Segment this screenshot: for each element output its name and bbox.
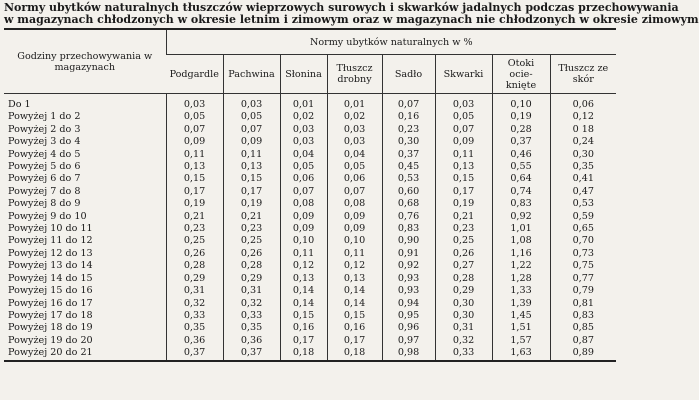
table-row [4,347,616,360]
table-cell: 0,15 [327,310,382,322]
table-row [4,310,616,322]
table-cell: 0,74 [492,186,550,198]
table-cell: 0 18 [550,124,616,136]
table-cell: 0,35 [550,161,616,173]
table-cell: 1,51 [492,322,550,334]
table-cell: 0,55 [492,161,550,173]
table-cell: 0,32 [166,298,223,310]
column-header: Tłuszcz ze skór [550,55,616,94]
table-cell: 0,09 [280,211,327,223]
table-cell: 0,03 [435,94,492,112]
table-cell: 0,12 [327,260,382,272]
table-cell: 1,39 [492,298,550,310]
table-cell: 0,03 [166,94,223,112]
table-cell: 0,23 [223,223,280,235]
table-cell: 0,17 [223,186,280,198]
table-cell: 0,17 [166,186,223,198]
table-cell: 0,33 [435,347,492,360]
table-row [4,161,616,173]
table-cell: 0,32 [435,335,492,347]
table-cell: 0,13 [166,161,223,173]
table-cell: 0,07 [223,124,280,136]
table-cell: 0,47 [550,186,616,198]
table-row [4,248,616,260]
table-cell: 0,95 [382,310,435,322]
column-header: Pachwina [223,55,280,94]
table-cell: 0,05 [223,111,280,123]
table-cell: 1,28 [492,273,550,285]
table-cell: 0,14 [280,298,327,310]
table-cell: 0,10 [327,235,382,247]
table-row [4,285,616,297]
table-cell: 0,19 [223,198,280,210]
table-cell: 0,59 [550,211,616,223]
table-cell: 0,05 [327,161,382,173]
table-cell: 0,02 [280,111,327,123]
table-cell: 0,29 [223,273,280,285]
table-row [4,186,616,198]
table-cell: 0,83 [382,223,435,235]
table-cell: 0,94 [382,298,435,310]
table-cell: 0,98 [382,347,435,360]
table-cell: 0,19 [435,198,492,210]
table-cell: 0,07 [327,186,382,198]
table-cell: 0,17 [280,335,327,347]
table-cell: 0,11 [327,248,382,260]
row-label: Powyżej 13 do 14 [8,260,93,272]
table-row [4,223,616,235]
row-label: Powyżej 5 do 6 [8,161,81,173]
table-cell: 0,19 [166,198,223,210]
table-cell: 0,07 [280,186,327,198]
row-label: Powyżej 12 do 13 [8,247,93,259]
table-cell: 0,08 [280,198,327,210]
table-cell: 0,09 [280,223,327,235]
table-cell: 0,28 [223,260,280,272]
table-cell: 0,92 [492,211,550,223]
row-label: Powyżej 11 do 12 [8,235,93,247]
table-cell: 0,36 [223,335,280,347]
table-cell: 0,04 [280,149,327,161]
table-cell: 0,21 [166,211,223,223]
table-cell: 0,85 [550,322,616,334]
table-cell: 0,77 [550,273,616,285]
table-cell: 0,06 [327,173,382,185]
table-cell: 0,37 [492,136,550,148]
column-header: Tłuszcz drobny [327,55,382,94]
row-label: Powyżej 15 do 16 [8,285,93,297]
column-header: Słonina [280,55,327,94]
table-row [4,111,616,123]
table-cell: 0,17 [327,335,382,347]
row-label: Powyżej 6 do 7 [8,173,81,185]
table-cell: 0,09 [327,223,382,235]
table-cell: 0,26 [223,248,280,260]
row-label: Powyżej 19 do 20 [8,334,93,346]
title-line-2: w magazynach chłodzonych w okresie letnim i zimowym oraz w magazynach nie chłodzonych w okresie zimowym [4,13,699,26]
table-row [4,173,616,185]
table-cell: 0,10 [492,94,550,112]
table-cell: 0,64 [492,173,550,185]
table-cell: 1,08 [492,235,550,247]
table-cell: 0,14 [327,298,382,310]
table-cell: 0,25 [223,235,280,247]
table-cell: 0,33 [166,310,223,322]
table-cell: 0,53 [550,198,616,210]
column-header: Otoki ocie- knięte [492,55,550,94]
table-cell: 0,01 [327,94,382,112]
title-line-1: Normy ubytków naturalnych tłuszczów wieprzowych surowych i skwarków jadalnych podczas przechowywania [4,1,679,14]
table-cell: 1,45 [492,310,550,322]
table-cell: 0,11 [435,149,492,161]
table-cell: 0,13 [223,161,280,173]
loss-norms-table [4,28,616,362]
table-cell: 0,28 [166,260,223,272]
row-label: Powyżej 20 do 21 [4,347,166,360]
table-cell: 0,01 [280,94,327,112]
table-cell: 1,57 [492,335,550,347]
table-cell: 0,29 [435,285,492,297]
table-cell: 0,75 [550,260,616,272]
table-cell: 0,16 [280,322,327,334]
table-cell: 0,33 [223,310,280,322]
row-label: Do 1 [8,99,31,110]
table-cell: 1,16 [492,248,550,260]
table-cell: 0,15 [280,310,327,322]
row-label: Powyżej 17 do 18 [8,309,93,321]
table-cell: 0,53 [382,173,435,185]
table-cell: 1,01 [492,223,550,235]
table-cell: 0,28 [435,273,492,285]
table-cell: 0,18 [327,347,382,360]
table-cell: 0,25 [435,235,492,247]
table-cell: 0,91 [382,248,435,260]
table-cell: 0,04 [327,149,382,161]
row-label: Powyżej 16 do 17 [8,297,93,309]
table-cell: 0,02 [327,111,382,123]
table-cell: 0,13 [327,273,382,285]
table-cell: 0,96 [382,322,435,334]
table-cell: 0,46 [492,149,550,161]
table-row [4,235,616,247]
table-cell: 0,05 [166,111,223,123]
table-cell: 0,32 [223,298,280,310]
table-cell: 0,18 [280,347,327,360]
table-cell: 0,70 [550,235,616,247]
table-cell: 0,07 [166,124,223,136]
table-cell: 0,09 [327,211,382,223]
table-cell: 0,05 [280,161,327,173]
table-cell: 0,37 [382,149,435,161]
table-cell: 0,83 [492,198,550,210]
table-row [4,322,616,334]
table-cell: 0,23 [435,223,492,235]
table-row [4,211,616,223]
table-cell: 0,03 [280,136,327,148]
table-cell: 0,03 [280,124,327,136]
table-cell: 0,65 [550,223,616,235]
table-row [4,124,616,136]
row-label: Powyżej 8 do 9 [8,198,81,210]
table-row [4,298,616,310]
table-cell: 0,10 [280,235,327,247]
column-header: Sadło [382,55,435,94]
table-cell: 0,23 [166,223,223,235]
table-cell: 0,07 [382,94,435,112]
table-row [4,198,616,210]
row-label: Powyżej 2 do 3 [8,123,81,135]
table-cell: 0,13 [435,161,492,173]
table-row [4,273,616,285]
table-cell: 1,22 [492,260,550,272]
table-cell: 0,03 [223,94,280,112]
table-cell: 0,97 [382,335,435,347]
table-cell: 0,30 [435,310,492,322]
table-cell: 0,60 [382,186,435,198]
table-cell: 0,15 [223,173,280,185]
table-cell: 0,15 [435,173,492,185]
table-cell: 0,87 [550,335,616,347]
table-cell: 1,33 [492,285,550,297]
table-cell: 0,14 [280,285,327,297]
table-cell: 0,30 [550,149,616,161]
row-label: Powyżej 7 do 8 [8,185,81,197]
table-cell: 0,06 [280,173,327,185]
table-cell: 0,73 [550,248,616,260]
table-cell: 0,31 [166,285,223,297]
table-cell: 0,07 [435,124,492,136]
group-header: Normy ubytków naturalnych w % [166,29,616,55]
column-header: Podgardle [166,55,223,94]
table-cell: 0,09 [223,136,280,148]
table-cell: 0,28 [492,124,550,136]
table-cell: 0,19 [492,111,550,123]
table-cell: 0,16 [382,111,435,123]
table-cell: 0,92 [382,260,435,272]
table-cell: 0,03 [327,124,382,136]
row-label: Powyżej 1 do 2 [8,111,81,123]
table-cell: 0,26 [166,248,223,260]
table-row [4,94,616,112]
table-cell: 0,35 [223,322,280,334]
table-cell: 0,17 [435,186,492,198]
table-cell: 0,11 [223,149,280,161]
table-cell: 0,30 [435,298,492,310]
table-cell: 0,37 [166,347,223,360]
table-cell: 0,68 [382,198,435,210]
table-cell: 0,13 [280,273,327,285]
table-cell: 0,79 [550,285,616,297]
table-row [4,136,616,148]
table-cell: 0,09 [435,136,492,148]
table-cell: 0,41 [550,173,616,185]
table-cell: 0,35 [166,322,223,334]
table-cell: 0,03 [327,136,382,148]
row-label: Powyżej 4 do 5 [8,148,81,160]
table-cell: 1,63 [492,347,550,360]
table-row [4,335,616,347]
table-cell: 0,31 [223,285,280,297]
table-cell: 0,76 [382,211,435,223]
table-cell: 0,11 [166,149,223,161]
table-cell: 0,16 [327,322,382,334]
document-title [4,1,699,26]
column-header: Skwarki [435,55,492,94]
table-cell: 0,93 [382,285,435,297]
table-cell: 0,30 [382,136,435,148]
table-cell: 0,21 [435,211,492,223]
table-cell: 0,06 [550,94,616,112]
table-cell: 0,11 [280,248,327,260]
table-cell: 0,21 [223,211,280,223]
row-label: Powyżej 9 do 10 [8,210,87,222]
table-cell: 0,12 [550,111,616,123]
table-cell: 0,89 [550,347,616,360]
table-cell: 0,29 [166,273,223,285]
row-label: Powyżej 18 do 19 [8,322,93,334]
table-cell: 0,36 [166,335,223,347]
table-cell: 0,31 [435,322,492,334]
table-cell: 0,25 [166,235,223,247]
table-cell: 0,09 [166,136,223,148]
table-cell: 0,27 [435,260,492,272]
table-cell: 0,24 [550,136,616,148]
table-cell: 0,26 [435,248,492,260]
table-cell: 0,93 [382,273,435,285]
table-cell: 0,14 [327,285,382,297]
row-label: Powyżej 14 do 15 [8,272,93,284]
table-cell: 0,90 [382,235,435,247]
table-cell: 0,83 [550,310,616,322]
table-row [4,260,616,272]
row-label: Powyżej 10 do 11 [8,223,93,235]
table-cell: 0,12 [280,260,327,272]
table-row [4,149,616,161]
row-label: Powyżej 3 do 4 [8,136,81,148]
table-cell: 0,15 [166,173,223,185]
table-cell: 0,37 [223,347,280,360]
table-cell: 0,05 [435,111,492,123]
row-header: Godziny przechowywania w magazynach [4,29,166,94]
table-cell: 0,08 [327,198,382,210]
table-cell: 0,81 [550,298,616,310]
table-cell: 0,45 [382,161,435,173]
table-cell: 0,23 [382,124,435,136]
